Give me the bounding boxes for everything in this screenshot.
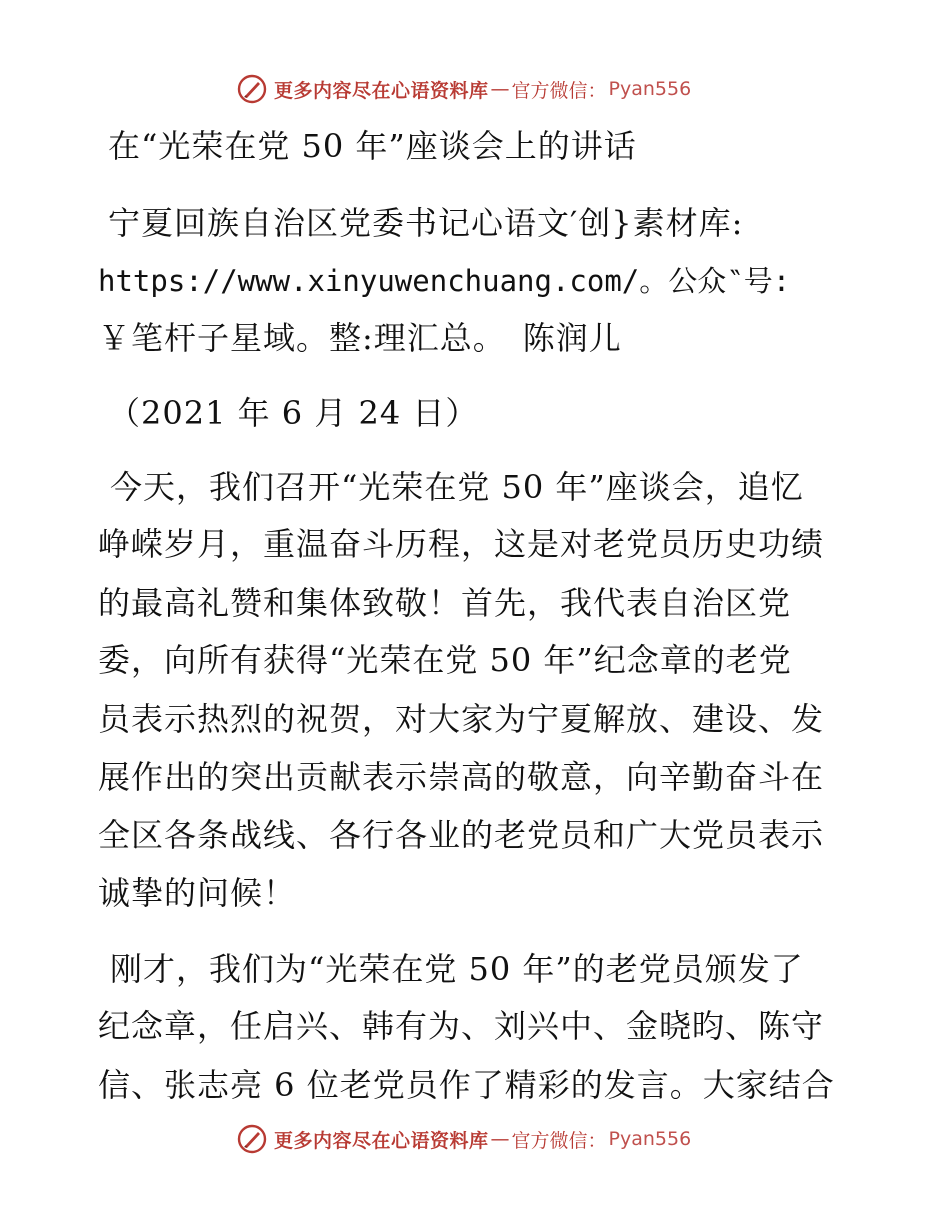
banner-main-text: 更多内容尽在心语资料库 (274, 79, 489, 102)
watermark-url-line: https://www.xinyuwenchuang.com/。公众‶号: (98, 264, 791, 298)
paragraph-line: 信、张志亮 6 位老党员作了精彩的发言。大家结合 (98, 1066, 835, 1104)
paragraph-line: 展作出的突出贡献表示崇高的敬意，向辛勤奋斗在 (98, 758, 825, 796)
paragraph-line: 的最高礼赞和集体致敬！首先，我代表自治区党 (98, 584, 792, 622)
document-title: 在“光荣在党 50 年”座谈会上的讲话 (108, 127, 637, 165)
paragraph-line: 今天，我们召开“光荣在党 50 年”座谈会，追忆 (110, 468, 804, 506)
quill-logo-icon (236, 73, 268, 105)
paragraph-line: 全区各条战线、各行各业的老党员和广大党员表示 (98, 816, 825, 854)
banner-wechat-id: Pyan556 (608, 1128, 692, 1150)
speech-date: （2021 年 6 月 24 日） (108, 394, 479, 432)
paragraph-line: 诚挚的问候！ (98, 874, 297, 912)
header-watermark-banner (236, 72, 756, 106)
paragraph-line: 员表示热烈的祝贺，对大家为宁夏解放、建设、发 (98, 700, 825, 738)
quill-logo-icon (236, 1123, 268, 1155)
footer-watermark-banner (236, 1122, 756, 1156)
author-line: 宁夏回族自治区党委书记心语文′创}素材库: (108, 204, 744, 242)
banner-wechat-id: Pyan556 (608, 78, 692, 100)
paragraph-line: 峥嵘岁月，重温奋斗历程，这是对老党员历史功绩 (98, 525, 825, 563)
banner-separator: — (490, 78, 510, 100)
paragraph-line: 纪念章，任启兴、韩有为、刘兴中、金晓昀、陈守 (98, 1007, 825, 1045)
banner-main-text: 更多内容尽在心语资料库 (274, 1129, 489, 1152)
author-tail-line: ￥笔杆子星域。整:理汇总。 陈润儿 (98, 319, 622, 357)
banner-wechat-label: 官方微信： (511, 1129, 607, 1152)
paragraph-line: 委，向所有获得“光荣在党 50 年”纪念章的老党 (98, 641, 792, 679)
banner-separator: — (490, 1128, 510, 1150)
paragraph-line: 刚才，我们为“光荣在党 50 年”的老党员颁发了 (110, 950, 804, 988)
banner-wechat-label: 官方微信： (511, 79, 607, 102)
